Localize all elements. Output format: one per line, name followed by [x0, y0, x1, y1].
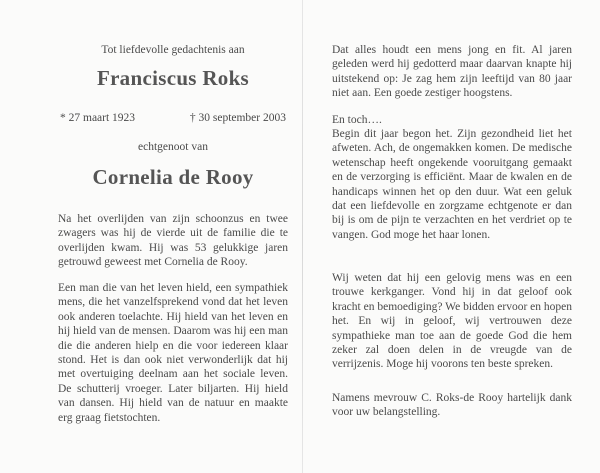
intro-text: Tot liefdevolle gedachtenis aan [101, 44, 245, 56]
thanks-text: Namens mevrouw C. Roks-de Rooy hartelijk dank voor uw belangstelling. [332, 392, 572, 419]
center-fold [302, 0, 303, 473]
right-paragraph-2-label: En toch…. [332, 114, 382, 126]
life-dates [58, 111, 288, 126]
right-paragraph-3: Wij weten dat hij een gelovig mens was en een trouwe kerkganger. Vond hij in dat geloof ook kracht en bemoediging? We bidden ervoor en hopen het. En wij in geloof, wij vertrouwen deze sympathieke man toe aan de goede God die hem zeker zal doen delen in de vreugde van de verrijzenis. Moge hij voorons ten beste spreken. [332, 272, 572, 371]
birth-date: * 27 maart 1923 [60, 112, 136, 124]
right-paragraph-2: Begin dit jaar begon het. Zijn gezondheid liet het afweten. Ach, de ongemakken komen. De medische wetenschap heeft ongekende vooruitgang gemaakt en de verzorging is efficiënt. Maar de kwalen en de handicaps winnen het op den duur. Wat een geluk dat een liefdevolle en zorgzame echtgenote er dan bij is om de pijn te verzachten en het verdriet op te vangen. God moge het haar lonen. [332, 128, 572, 241]
deceased-name: Franciscus Roks [96, 66, 250, 90]
left-paragraph-1: Na het overlijden van zijn schoonzus en twee zwagers was hij de vierde uit de familie die te overlijden kwam. Hij was 53 gelukkige jaren getrouwd geweest met Cornelia de Rooy. [58, 213, 288, 269]
left-paragraph-2: Een man die van het leven hield, een sympathiek mens, die het vanzelfsprekend vond dat het leven ook anderen toelachte. Hij hield van het leven en hij hield van de mensen. Daarom was hij een man die die anderen hielp en die voor iedereen klaar stond. Het is dan ook niet verwonderlijk dat hij met overtuiging deelnam aan het sociale leven. De schutterij vroeger. Later biljarten. Hij hield van dansen. Hij hield van de natuur en maakte erg graag fietstochten. [58, 282, 288, 424]
spouse-name: Cornelia de Rooy [92, 165, 254, 189]
death-date: † 30 september 2003 [189, 112, 286, 124]
right-paragraph-1: Dat alles houdt een mens jong en fit. Al jaren geleden werd hij gedotterd maar daarvan knapte hij uitstekend op: Je zag hem zijn leeftijd van 80 jaar niet aan. Een goede zestiger hoogstens. [332, 44, 572, 100]
spouse-label: echtgenoot van [138, 141, 208, 153]
